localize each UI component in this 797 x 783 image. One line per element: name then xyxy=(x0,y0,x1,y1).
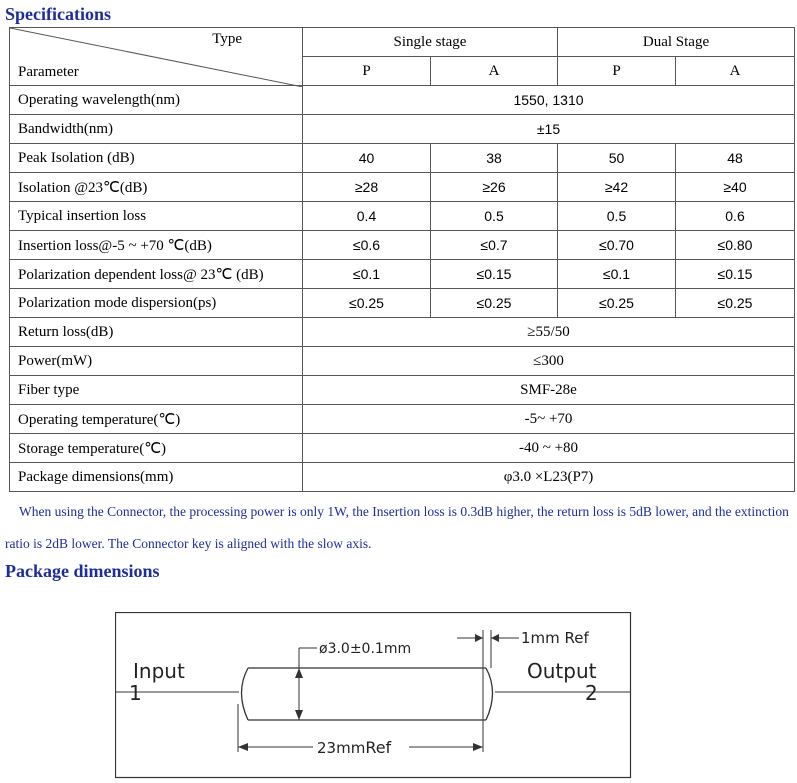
table-row xyxy=(10,434,795,463)
value-cell: 38 xyxy=(431,144,558,173)
package-dimension-drawing xyxy=(115,612,635,782)
type-label: Type xyxy=(212,31,242,47)
specifications-table xyxy=(9,27,795,492)
parameter-cell: Bandwidth(nm) xyxy=(10,115,303,144)
dual-p-header: P xyxy=(558,57,676,86)
value-cell: 0.5 xyxy=(431,202,558,231)
specifications-heading: Specifications xyxy=(5,4,111,24)
table-row xyxy=(10,86,795,115)
parameter-label: Parameter xyxy=(18,64,79,80)
input-label: Input xyxy=(133,659,185,683)
parameter-cell: Polarization mode dispersion(ps) xyxy=(10,289,303,318)
parameter-cell: Fiber type xyxy=(10,376,303,405)
parameter-cell: Typical insertion loss xyxy=(10,202,303,231)
table-row xyxy=(10,376,795,405)
output-port-number: 2 xyxy=(585,681,598,705)
length-value: 23mm xyxy=(317,739,366,757)
table-row xyxy=(10,115,795,144)
parameter-cell: Polarization dependent loss@ 23℃ (dB) xyxy=(10,260,303,289)
single-stage-header: Single stage xyxy=(303,28,558,57)
ref-dimension xyxy=(457,630,519,752)
type-parameter-header-cell xyxy=(10,28,303,86)
value-cell: -40 ~ +80 xyxy=(303,434,795,463)
diameter-label: ø3.0±0.1mm xyxy=(319,641,412,657)
value-cell: ≤0.15 xyxy=(676,260,795,289)
value-cell: ≤0.25 xyxy=(303,289,431,318)
parameter-cell: Peak Isolation (dB) xyxy=(10,144,303,173)
parameter-cell: Return loss(dB) xyxy=(10,318,303,347)
dual-stage-header: Dual Stage xyxy=(558,28,795,57)
input-port-number: 1 xyxy=(129,681,142,705)
value-cell: ≥40 xyxy=(676,173,795,202)
value-cell: 1550, 1310 xyxy=(303,86,795,115)
table-row xyxy=(10,202,795,231)
value-cell: ≤0.6 xyxy=(303,231,431,260)
value-cell: 0.4 xyxy=(303,202,431,231)
value-cell: φ3.0 ×L23(P7) xyxy=(303,463,795,492)
parameter-cell: Operating temperature(℃) xyxy=(10,405,303,434)
connector-note: When using the Connector, the processing power is only 1W, the Insertion loss is 0.3dB higher, the return loss is 5dB lower, and the extinction ratio is 2dB lower. The Connector key is aligned with the slow axis. xyxy=(5,504,789,551)
value-cell: 0.5 xyxy=(558,202,676,231)
value-cell: -5~ +70 xyxy=(303,405,795,434)
value-cell: ≥26 xyxy=(431,173,558,202)
single-p-header: P xyxy=(303,57,431,86)
value-cell: 0.6 xyxy=(676,202,795,231)
diameter-dimension xyxy=(295,648,317,720)
table-row xyxy=(10,231,795,260)
value-cell: ≥28 xyxy=(303,173,431,202)
parameter-cell: Isolation @23℃(dB) xyxy=(10,173,303,202)
value-cell: ≤0.25 xyxy=(431,289,558,318)
value-cell: ≥42 xyxy=(558,173,676,202)
parameter-cell: Insertion loss@-5 ~ +70 ℃(dB) xyxy=(10,231,303,260)
value-cell: 48 xyxy=(676,144,795,173)
parameter-cell: Package dimensions(mm) xyxy=(10,463,303,492)
value-cell: 40 xyxy=(303,144,431,173)
value-cell: ≤0.25 xyxy=(558,289,676,318)
table-row xyxy=(10,260,795,289)
value-cell: ≤0.25 xyxy=(676,289,795,318)
output-label: Output xyxy=(527,659,597,683)
dual-a-header: A xyxy=(676,57,795,86)
table-row xyxy=(10,173,795,202)
table-row xyxy=(10,405,795,434)
value-cell: SMF-28e xyxy=(303,376,795,405)
table-row xyxy=(10,289,795,318)
value-cell: ≤0.70 xyxy=(558,231,676,260)
value-cell: ≥55/50 xyxy=(303,318,795,347)
ref-label: 1mm Ref xyxy=(521,629,589,647)
table-row xyxy=(10,318,795,347)
value-cell: ≤0.15 xyxy=(431,260,558,289)
value-cell: ≤300 xyxy=(303,347,795,376)
single-a-header: A xyxy=(431,57,558,86)
table-row xyxy=(10,347,795,376)
value-cell: 50 xyxy=(558,144,676,173)
table-row xyxy=(10,463,795,492)
value-cell: ≤0.80 xyxy=(676,231,795,260)
parameter-cell: Power(mW) xyxy=(10,347,303,376)
table-header-row xyxy=(10,28,795,57)
table-row xyxy=(10,144,795,173)
value-cell: ≤0.7 xyxy=(431,231,558,260)
value-cell: ≤0.1 xyxy=(558,260,676,289)
parameter-cell: Storage temperature(℃) xyxy=(10,434,303,463)
parameter-cell: Operating wavelength(nm) xyxy=(10,86,303,115)
value-cell: ≤0.1 xyxy=(303,260,431,289)
value-cell: ±15 xyxy=(303,115,795,144)
length-suffix: Ref xyxy=(365,738,392,757)
package-dimensions-heading: Package dimensions xyxy=(5,561,160,581)
length-label xyxy=(317,738,392,757)
isolator-body xyxy=(242,668,493,720)
